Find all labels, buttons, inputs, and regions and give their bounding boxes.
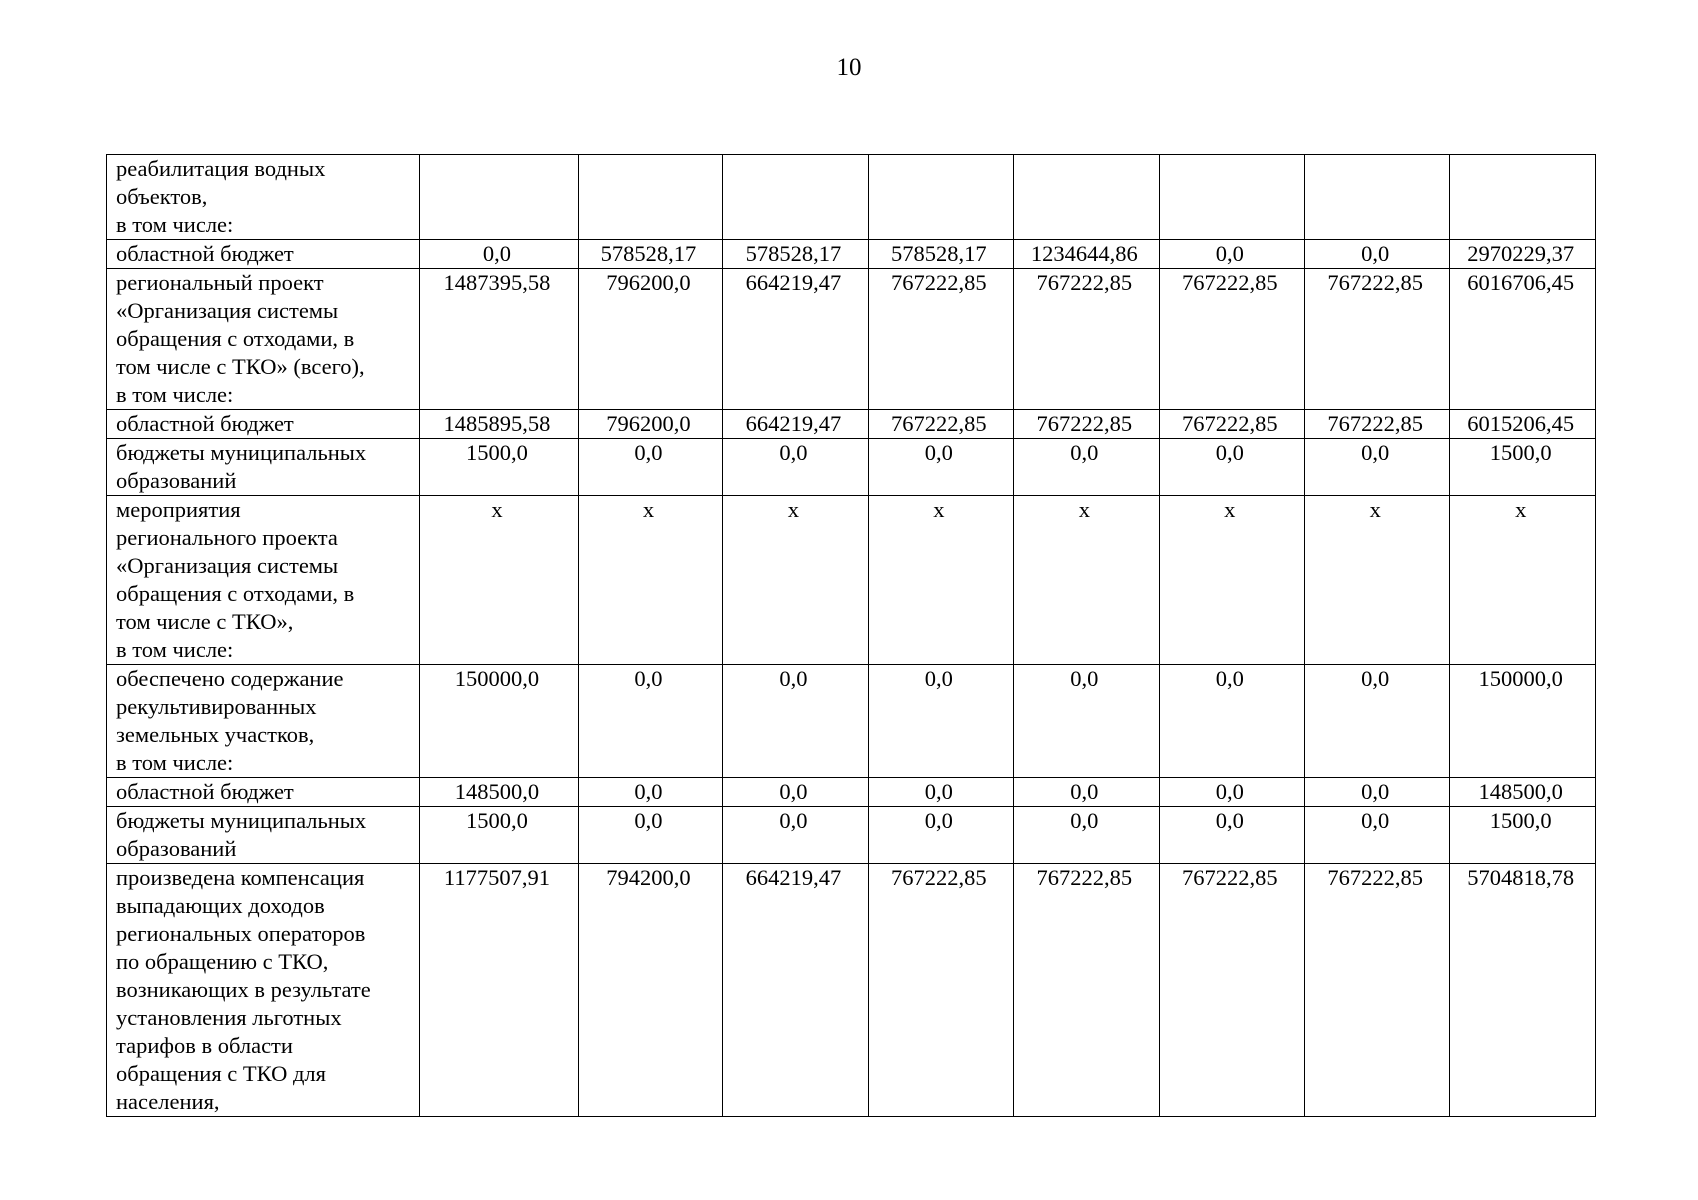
table-row (107, 864, 1596, 1117)
value-cell: 767222,85 (868, 864, 1013, 1117)
value-cell: 767222,85 (1014, 864, 1159, 1117)
value-cell: 0,0 (1159, 807, 1304, 864)
value-cell: 767222,85 (1159, 410, 1304, 439)
table-row (107, 410, 1596, 439)
value-cell: 767222,85 (1159, 269, 1304, 410)
row-label (107, 155, 420, 240)
value-cell: 0,0 (578, 439, 722, 496)
value-cell: 0,0 (420, 240, 579, 269)
value-cell: 578528,17 (723, 240, 868, 269)
row-label (107, 496, 420, 665)
row-label-line: в том числе: (116, 750, 234, 775)
value-cell: 796200,0 (578, 410, 722, 439)
value-cell (1305, 155, 1450, 240)
value-cell: 0,0 (723, 439, 868, 496)
row-label (107, 240, 420, 269)
value-cell: 0,0 (1014, 665, 1159, 778)
value-cell: x (1014, 496, 1159, 665)
value-cell: 0,0 (1305, 807, 1450, 864)
value-cell: 1500,0 (420, 807, 579, 864)
row-label-line: бюджеты муниципальных (116, 440, 367, 465)
value-cell: 767222,85 (1014, 269, 1159, 410)
budget-table (106, 154, 1596, 1117)
row-label-line: региональный проект (116, 270, 324, 295)
row-label (107, 439, 420, 496)
value-cell: 767222,85 (1305, 864, 1450, 1117)
table-row (107, 665, 1596, 778)
row-label-line: объектов, (116, 184, 208, 209)
row-label-line: в том числе: (116, 382, 234, 407)
value-cell: 150000,0 (1450, 665, 1596, 778)
value-cell: x (1159, 496, 1304, 665)
value-cell: 0,0 (1014, 807, 1159, 864)
value-cell: 578528,17 (868, 240, 1013, 269)
value-cell: 0,0 (1305, 665, 1450, 778)
value-cell: 767222,85 (1305, 410, 1450, 439)
row-label (107, 410, 420, 439)
value-cell: 0,0 (723, 778, 868, 807)
value-cell: 148500,0 (420, 778, 579, 807)
table-row (107, 496, 1596, 665)
row-label-line: областной бюджет (116, 411, 294, 436)
row-label-line: реабилитация водных (116, 156, 326, 181)
value-cell: 0,0 (1014, 778, 1159, 807)
value-cell: 664219,47 (723, 269, 868, 410)
row-label-line: обеспечено содержание (116, 666, 344, 691)
value-cell: x (723, 496, 868, 665)
value-cell: 767222,85 (1305, 269, 1450, 410)
value-cell: 0,0 (1305, 240, 1450, 269)
row-label (107, 864, 420, 1117)
row-label-line: бюджеты муниципальных (116, 808, 367, 833)
row-label-line: обращения с отходами, в (116, 326, 355, 351)
row-label-line: областной бюджет (116, 241, 294, 266)
row-label-line: том числе с ТКО» (всего), (116, 354, 365, 379)
value-cell: 150000,0 (420, 665, 579, 778)
row-label-line: том числе с ТКО», (116, 609, 294, 634)
value-cell: x (868, 496, 1013, 665)
value-cell: 2970229,37 (1450, 240, 1596, 269)
value-cell: 148500,0 (1450, 778, 1596, 807)
row-label-line: тарифов в области (116, 1033, 293, 1058)
value-cell (723, 155, 868, 240)
value-cell: 0,0 (868, 807, 1013, 864)
value-cell: 1177507,91 (420, 864, 579, 1117)
value-cell (578, 155, 722, 240)
value-cell: 0,0 (1159, 240, 1304, 269)
value-cell (868, 155, 1013, 240)
row-label (107, 778, 420, 807)
value-cell: 1234644,86 (1014, 240, 1159, 269)
row-label-line: обращения с ТКО для (116, 1061, 327, 1086)
value-cell: 794200,0 (578, 864, 722, 1117)
row-label-line: областной бюджет (116, 779, 294, 804)
row-label-line: в том числе: (116, 212, 234, 237)
value-cell: 0,0 (1159, 439, 1304, 496)
row-label-line: по обращению с ТКО, (116, 949, 329, 974)
value-cell: x (578, 496, 722, 665)
value-cell: 0,0 (578, 665, 722, 778)
value-cell: x (420, 496, 579, 665)
table-row (107, 439, 1596, 496)
value-cell: 6015206,45 (1450, 410, 1596, 439)
row-label-line: установления льготных (116, 1005, 342, 1030)
value-cell: 664219,47 (723, 410, 868, 439)
value-cell (1014, 155, 1159, 240)
row-label-line: обращения с отходами, в (116, 581, 355, 606)
value-cell: 664219,47 (723, 864, 868, 1117)
row-label (107, 665, 420, 778)
value-cell: 0,0 (1159, 665, 1304, 778)
row-label-line: «Организация системы (116, 298, 339, 323)
value-cell: 767222,85 (868, 410, 1013, 439)
row-label-line: образований (116, 468, 237, 493)
table-row (107, 240, 1596, 269)
value-cell: 0,0 (868, 665, 1013, 778)
row-label-line: региональных операторов (116, 921, 366, 946)
table-row (107, 155, 1596, 240)
value-cell: 6016706,45 (1450, 269, 1596, 410)
value-cell (1450, 155, 1596, 240)
row-label-line: рекультивированных (116, 694, 317, 719)
table-body (107, 155, 1596, 1117)
row-label-line: в том числе: (116, 637, 234, 662)
page-number: 10 (836, 54, 862, 81)
row-label-line: возникающих в результате (116, 977, 371, 1002)
value-cell: 767222,85 (1014, 410, 1159, 439)
value-cell: 0,0 (578, 778, 722, 807)
value-cell: 0,0 (1305, 778, 1450, 807)
value-cell: 796200,0 (578, 269, 722, 410)
value-cell: 0,0 (1159, 778, 1304, 807)
value-cell: 0,0 (868, 439, 1013, 496)
value-cell: 0,0 (723, 665, 868, 778)
value-cell: 1500,0 (420, 439, 579, 496)
value-cell: 0,0 (723, 807, 868, 864)
row-label-line: «Организация системы (116, 553, 339, 578)
row-label-line: выпадающих доходов (116, 893, 325, 918)
value-cell: 767222,85 (1159, 864, 1304, 1117)
value-cell: 1500,0 (1450, 807, 1596, 864)
value-cell: 1485895,58 (420, 410, 579, 439)
table-row (107, 269, 1596, 410)
table-row (107, 778, 1596, 807)
value-cell: x (1450, 496, 1596, 665)
value-cell (420, 155, 579, 240)
value-cell: x (1305, 496, 1450, 665)
value-cell: 0,0 (1305, 439, 1450, 496)
row-label-line: населения, (116, 1089, 220, 1114)
value-cell: 767222,85 (868, 269, 1013, 410)
row-label-line: мероприятия (116, 497, 241, 522)
row-label (107, 269, 420, 410)
table-row (107, 807, 1596, 864)
value-cell: 0,0 (1014, 439, 1159, 496)
row-label-line: земельных участков, (116, 722, 315, 747)
value-cell (1159, 155, 1304, 240)
row-label-line: образований (116, 836, 237, 861)
row-label-line: регионального проекта (116, 525, 338, 550)
value-cell: 5704818,78 (1450, 864, 1596, 1117)
value-cell: 0,0 (868, 778, 1013, 807)
value-cell: 578528,17 (578, 240, 722, 269)
row-label (107, 807, 420, 864)
value-cell: 1500,0 (1450, 439, 1596, 496)
value-cell: 0,0 (578, 807, 722, 864)
row-label-line: произведена компенсация (116, 865, 365, 890)
value-cell: 1487395,58 (420, 269, 579, 410)
